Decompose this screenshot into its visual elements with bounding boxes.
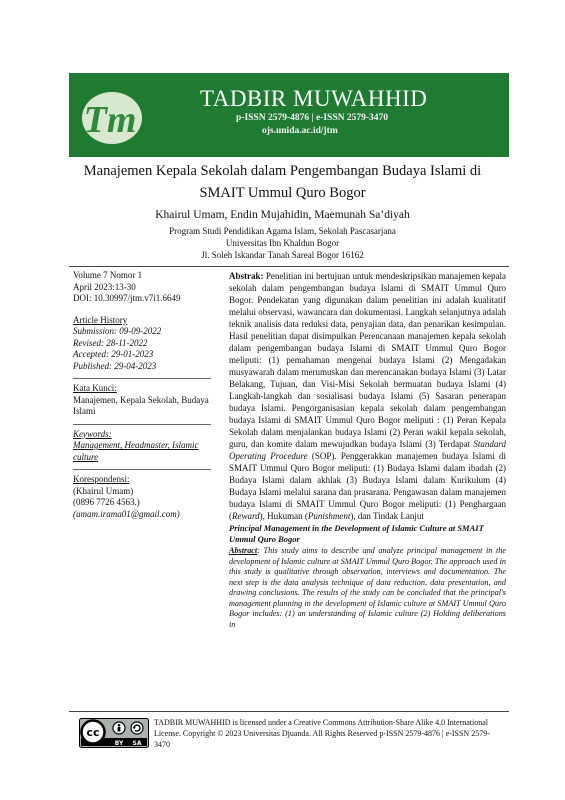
- footer-divider: [69, 711, 509, 712]
- accepted-date: Accepted: 29-01-2023: [73, 349, 154, 359]
- abstract-section: [229, 270, 506, 630]
- sa-icon: [131, 722, 143, 734]
- abstrak-sop: Standard Operating Procedure: [229, 439, 506, 461]
- english-abstract-text: : This study aims to describe and analyze principal management in the development of Islamic culture at SMAIT Ummul Quro Bogor. The approach used in this study is qualitative through observation, interviews and documentation. The next step is the data analysis technique of data reduction, data presentation, and drawing conclusions. The results of the study can be concluded that the principal's management planning in the development of Islamic culture at SMAIT Ummul Quro Bogor includes: (1) an understanding of Islamic culture (2) Holding deliberations in: [229, 546, 506, 629]
- kata-kunci: Manajemen, Kepala Sekolah, Budaya Islami: [73, 394, 209, 416]
- article-title: [60, 160, 505, 204]
- sa-label: SA: [132, 740, 142, 747]
- korespondensi-name: (Khairul Umam): [73, 485, 134, 496]
- logo-text: Tm: [83, 99, 137, 141]
- journal-url[interactable]: ojs.unida.ac.id/jtm: [262, 126, 338, 136]
- published-date: Published: 29-04-2023: [73, 360, 157, 371]
- abstrak-label: Abstrak:: [229, 271, 264, 281]
- by-label: BY: [114, 740, 124, 747]
- article-authors: Khairul Umam, Endin Mujahidin, Maemunah Sa’diyah: [155, 209, 410, 221]
- creative-commons-badge[interactable]: [79, 718, 149, 748]
- doi[interactable]: DOI: 10.30997/jtm.v7i1.6649: [73, 293, 181, 303]
- header-divider: [69, 266, 509, 267]
- english-abstract: [229, 546, 506, 630]
- submission-date: Submission: 09-09-2022: [73, 326, 162, 336]
- abstrak-reward: Reward: [232, 511, 260, 521]
- metadata-divider: [73, 469, 211, 470]
- article-metadata: [73, 270, 213, 520]
- article-title-line1: Manajemen Kepala Sekolah dalam Pengembangan Budaya Islami di: [83, 163, 482, 179]
- korespondensi-heading: Korespondensi:: [73, 474, 130, 484]
- article-title-line2: SMAIT Ummul Quro Bogor: [199, 185, 366, 201]
- keywords: Management, Headmaster, Islamic culture: [73, 440, 199, 462]
- affiliation-program: Program Studi Pendidikan Agama Islam, Sekolah Pascasarjana: [169, 226, 396, 236]
- journal-logo: [78, 86, 156, 150]
- english-title: Principal Management in the Development of Islamic Culture at SMAIT Ummul Quro Bogor: [229, 523, 484, 544]
- abstrak-text-2: (SOP). Penggerakkan manajemen budaya Islami di SMAIT Ummul Quro Bogor meliputi: (1) Budaya Islami dalam ibadah (2) Budaya Islami dalam akhlak (3) Budaya Islami dalam Kurikulum (4) Budaya Islami melalui sarana dan prasarana. Pengawasan dalam manajemen budaya Islami di SMAIT Ummul Quro Bogor meliputi: (1) Penghargaan (: [229, 451, 506, 521]
- affiliation-university: Universitas Ibn Khaldun Bogor: [225, 238, 340, 248]
- korespondensi-phone: (0896 7726 4563.): [73, 497, 140, 507]
- metadata-divider: [73, 424, 211, 425]
- kata-kunci-heading: Kata Kunci:: [73, 383, 117, 393]
- keywords-heading: Keywords:: [73, 428, 112, 439]
- journal-issn: p-ISSN 2579-4876 | e-ISSN 2579-3470: [236, 113, 388, 123]
- affiliation-address: Jl. Soleh Iskandar Tanah Sareal Bogor 16162: [201, 250, 364, 260]
- abstrak-text-3: ), Hukuman (: [259, 511, 308, 521]
- abstrak-text-4: ), dan Tindak Lanjut: [350, 511, 424, 521]
- abstrak-paragraph: [229, 270, 506, 522]
- abstrak-text: Penelitian ini bertujuan untuk mendeskripsikan manajemen kepala sekolah dalam pengembangan budaya Islami di SMAIT Ummul Quro Bogor. Pendekatan yang digunakan dalam penelitian ini adalah kualitatif melalui observasi, wawancara dan dokumentasi. Langkah selanjutnya adalah teknik analisis data reduksi data, penyajian data, dan penarikan kesimpulan. Hasil penelitian dapat disimpulkan Perencanaan manajemen kepala sekolah dalam pengembangan budaya Islami di SMAIT Ummul Quro Bogor meliputi: (1) pemahaman mengenai budaya Islami (2) Mengadakan musyawarah dalam merumuskan dan merencanakan budaya Islami (3) Latar Belakang, Tujuan, dan Visi-Misi Sekolah bermuatan budaya Islami (4) Langkah-langkah dan sosialisasi budaya Islami (5) Sasaran penerapan budaya Islami. Pengorganisasian kepala sekolah dalam pengembangan budaya Islami di SMAIT Ummul Quro Bogor meliputi : (1) Peran Kepala Sekolah dalam menjalankan budaya Islami (2) Peran wakil kepala sekolah, guru, dan komite dalam mewujudkan budaya Islami (3) Terdapat: [229, 271, 506, 449]
- revised-date: Revised: 28-11-2022: [73, 337, 148, 348]
- korespondensi-email[interactable]: (umam.irama01@gmail.com): [73, 508, 180, 519]
- english-abstract-label: Abstract: [229, 546, 258, 555]
- journal-name: TADBIR MUWAHHID: [200, 86, 428, 111]
- history-heading: Article History: [73, 314, 128, 325]
- volume: Volume 7 Nomor 1: [73, 270, 143, 280]
- date-pages: April 2023:13-30: [73, 281, 136, 292]
- metadata-divider: [73, 378, 211, 379]
- cc-label: cc: [86, 726, 100, 739]
- license-text: TADBIR MUWAHHID is licensed under a Creative Commons Attribution-Share Alike 4.0 International License. Copyright © 2023 Universitas Djuanda. All Rights Reserved p-ISSN 2579-4876 | e-ISSN 2579-3470: [154, 718, 490, 749]
- abstrak-punishment: Punishment: [307, 511, 351, 521]
